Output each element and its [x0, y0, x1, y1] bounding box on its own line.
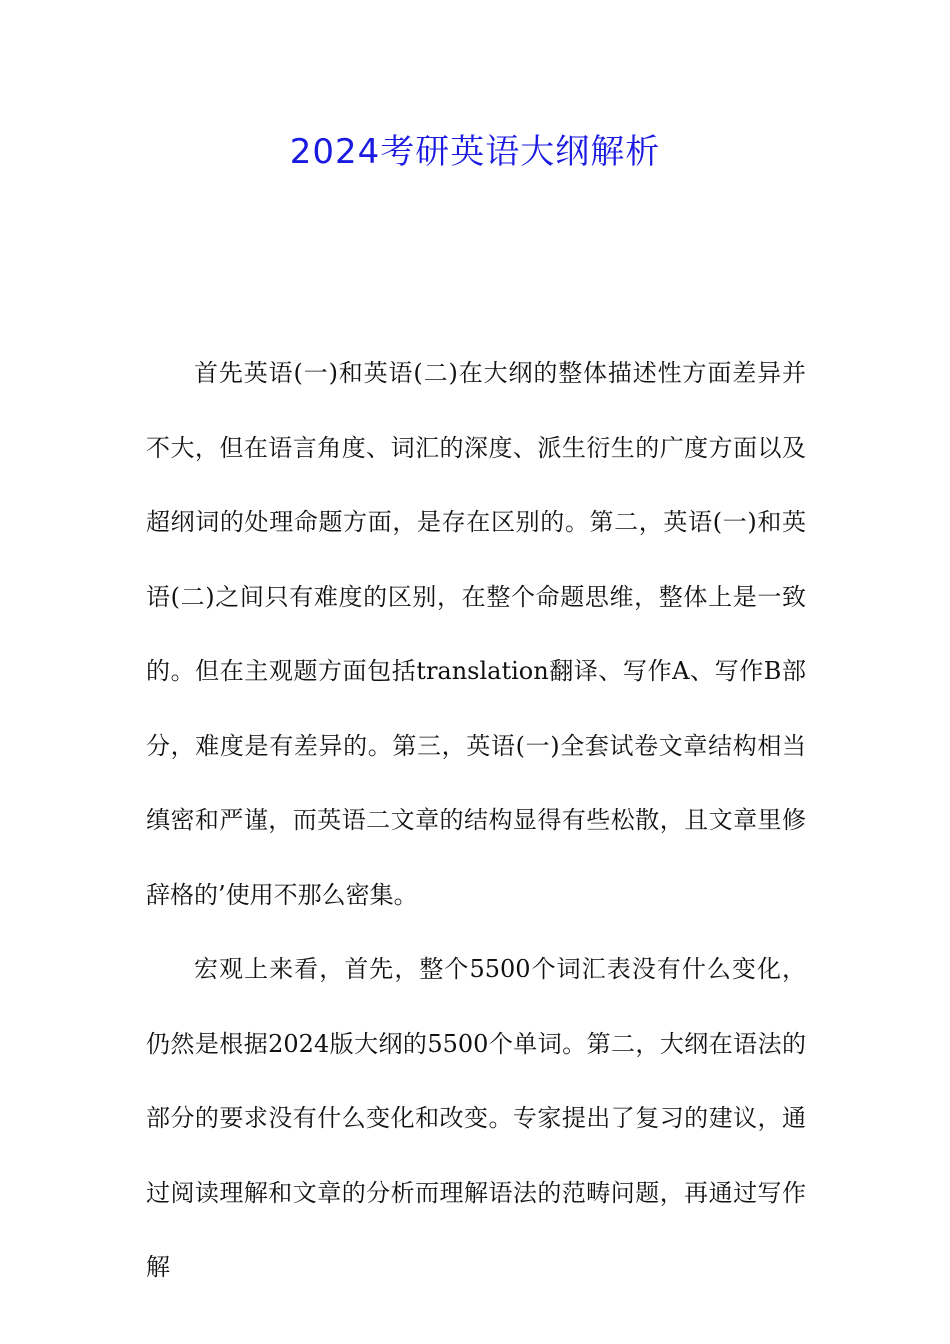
document-title: 2024考研英语大纲解析 — [289, 132, 661, 172]
paragraph-2: 宏观上来看，首先，整个5500个词汇表没有什么变化，仍然是根据2024版大纲的5500个单词。第二，大纲在语法的部分的要求没有什么变化和改变。专家提出了复习的建议，通过阅读理解和文章的分析而理解语法的范畴问题，再通过写作解 — [146, 955, 806, 1281]
paragraph-1: 首先英语(一)和英语(二)在大纲的整体描述性方面差异并不大，但在语言角度、词汇的深度、派生衍生的广度方面以及超纲词的处理命题方面，是存在区别的。第二，英语(一)和英语(二)之间只有难度的区别，在整个命题思维，整体上是一致的。但在主观题方面包括translation翻译、写作A、写作B部分，难度是有差异的。第三，英语(一)全套试卷文章结构相当缜密和严谨，而英语二文章的结构显得有些松散，且文章里修辞格的’使用不那么密集。 — [146, 359, 806, 909]
document-body — [146, 336, 806, 1305]
